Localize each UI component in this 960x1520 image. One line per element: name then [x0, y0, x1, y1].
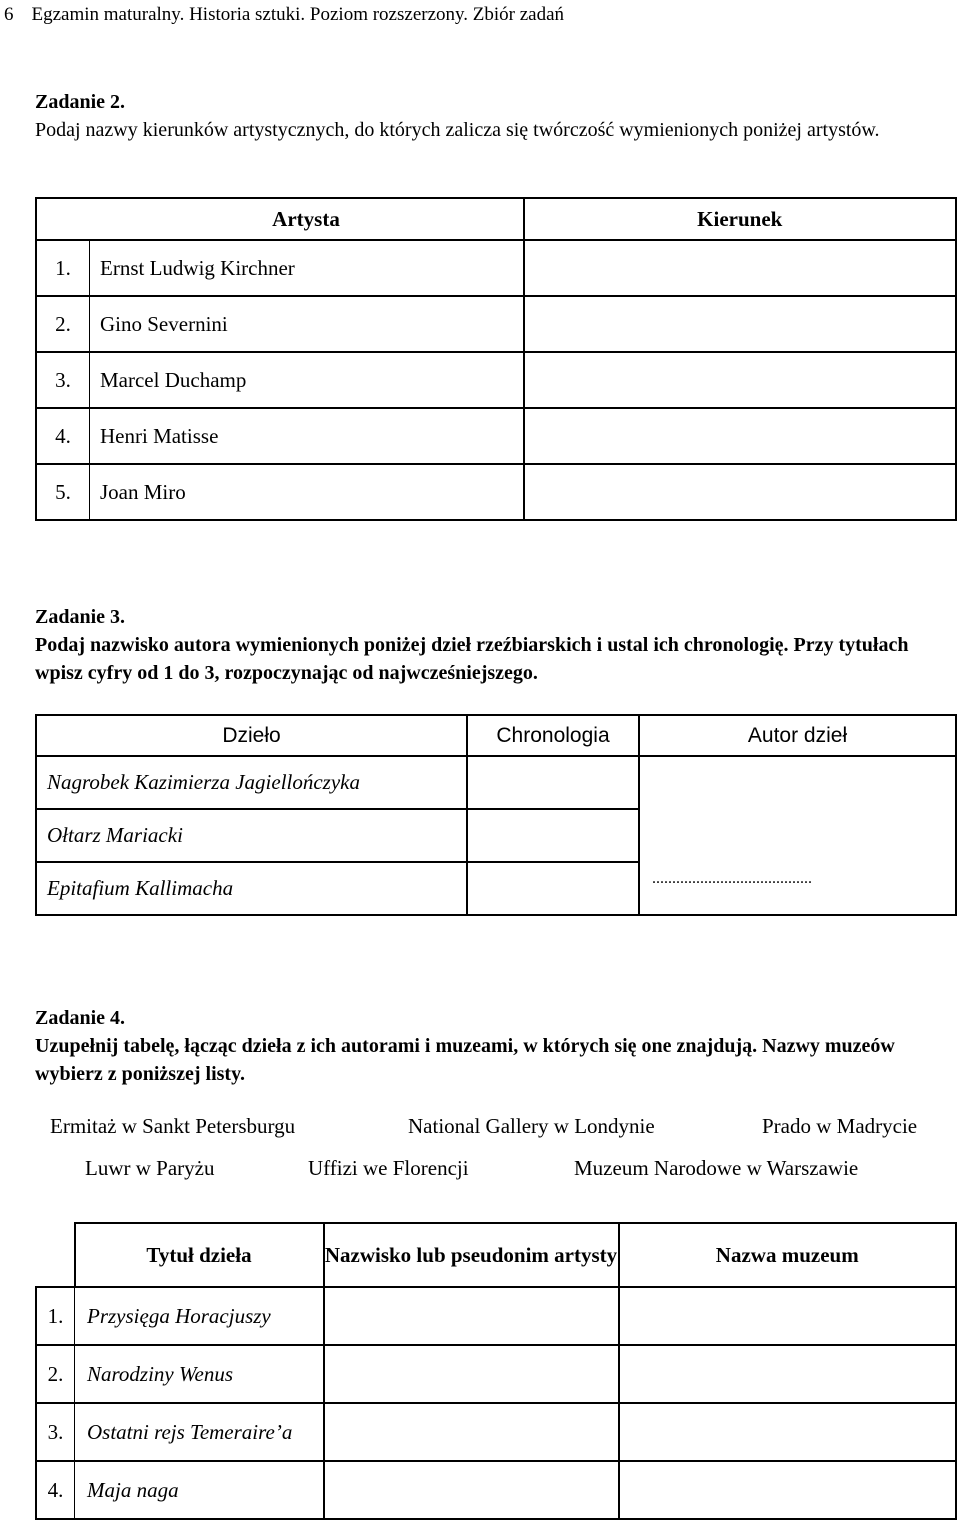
museum-item: Uffizi we Florencji [308, 1156, 469, 1180]
task-2-title: Zadanie 2. [35, 91, 126, 113]
museum-item: Ermitaż w Sankt Petersburgu [50, 1114, 296, 1138]
table-row [36, 1403, 956, 1461]
table-row [36, 1287, 956, 1345]
header-title: Tytuł dzieła [75, 1223, 324, 1287]
direction-answer-cell[interactable] [524, 464, 957, 520]
row-number: 3. [36, 1403, 75, 1461]
table-row [36, 1461, 956, 1519]
row-number: 2. [36, 296, 90, 352]
author-answer-cell[interactable] [324, 1403, 619, 1461]
task-4-title: Zadanie 4. [35, 1007, 126, 1029]
artist-name: Henri Matisse [90, 408, 524, 464]
header-direction: Kierunek [524, 198, 957, 240]
header-author: Nazwisko lub pseudonim artysty [324, 1223, 619, 1287]
row-number: 1. [36, 1287, 75, 1345]
header-blank [36, 198, 90, 240]
author-answer-cell[interactable] [324, 1461, 619, 1519]
row-number: 3. [36, 352, 90, 408]
museum-item: Prado w Madrycie [762, 1114, 918, 1138]
works-table [35, 1222, 957, 1520]
table-row [36, 296, 956, 352]
task-2-instruction: Podaj nazwy kierunków artystycznych, do których zalicza się twórczość wymienionych poniżej artystów. [35, 119, 880, 141]
museum-item: Muzeum Narodowe w Warszawie [574, 1156, 859, 1180]
running-title: Egzamin maturalny. Historia sztuki. Poziom rozszerzony. Zbiór zadań [31, 4, 565, 25]
museum-answer-cell[interactable] [619, 1345, 957, 1403]
row-number: 1. [36, 240, 90, 296]
sculptures-table [35, 714, 957, 916]
work-title: Ostatni rejs Temeraire’a [75, 1403, 324, 1461]
museum-item: National Gallery w Londynie [408, 1114, 655, 1138]
table-row [36, 240, 956, 296]
direction-answer-cell[interactable] [524, 296, 957, 352]
header-artist: Artysta [90, 198, 524, 240]
header-chronology: Chronologia [467, 715, 639, 756]
table-header-row [36, 198, 956, 240]
work-title: Nagrobek Kazimierza Jagiellończyka [36, 756, 467, 809]
row-number: 4. [36, 408, 90, 464]
artist-name: Ernst Ludwig Kirchner [90, 240, 524, 296]
museum-answer-cell[interactable] [619, 1287, 957, 1345]
artist-name: Gino Severnini [90, 296, 524, 352]
header-blank [36, 1223, 75, 1287]
work-title: Przysięga Horacjuszy [75, 1287, 324, 1345]
museum-list [35, 1114, 957, 1194]
artists-table [35, 197, 957, 521]
museum-answer-cell[interactable] [619, 1461, 957, 1519]
author-answer-cell[interactable] [324, 1345, 619, 1403]
author-answer-cell[interactable] [324, 1287, 619, 1345]
task-4-instruction: Uzupełnij tabelę, łącząc dzieła z ich autorami i muzeami, w których się one znajdują. Nazwy muzeów wybierz z poniższej listy. [35, 1035, 895, 1085]
table-row [36, 464, 956, 520]
page-number: 6 [4, 4, 14, 25]
task-3-title: Zadanie 3. [35, 606, 126, 628]
table-header-row [36, 1223, 956, 1287]
table-header-row [36, 715, 956, 756]
chronology-answer-cell[interactable] [467, 809, 639, 862]
table-row [36, 408, 956, 464]
row-number: 2. [36, 1345, 75, 1403]
page-header [4, 4, 564, 26]
table-row [36, 352, 956, 408]
task-4 [35, 1004, 957, 1088]
work-title: Maja naga [75, 1461, 324, 1519]
chronology-answer-cell[interactable] [467, 756, 639, 809]
header-museum: Nazwa muzeum [619, 1223, 957, 1287]
table-row [36, 756, 956, 809]
header-author: Autor dzieł [639, 715, 956, 756]
row-number: 4. [36, 1461, 75, 1519]
task-3 [35, 603, 957, 687]
header-work: Dzieło [36, 715, 467, 756]
museum-item: Luwr w Paryżu [85, 1156, 215, 1180]
artist-name: Joan Miro [90, 464, 524, 520]
direction-answer-cell[interactable] [524, 352, 957, 408]
work-title: Epitafium Kallimacha [36, 862, 467, 915]
artist-name: Marcel Duchamp [90, 352, 524, 408]
author-answer-cell[interactable]: ........................................ [639, 756, 956, 915]
task-3-instruction: Podaj nazwisko autora wymienionych poniżej dzieł rzeźbiarskich i ustal ich chronologię. Przy tytułach wpisz cyfry od 1 do 3, rozpoczynając od najwcześniejszego. [35, 634, 909, 684]
work-title: Narodziny Wenus [75, 1345, 324, 1403]
task-2 [35, 88, 957, 144]
table-row [36, 1345, 956, 1403]
row-number: 5. [36, 464, 90, 520]
museum-answer-cell[interactable] [619, 1403, 957, 1461]
work-title: Ołtarz Mariacki [36, 809, 467, 862]
direction-answer-cell[interactable] [524, 408, 957, 464]
chronology-answer-cell[interactable] [467, 862, 639, 915]
direction-answer-cell[interactable] [524, 240, 957, 296]
